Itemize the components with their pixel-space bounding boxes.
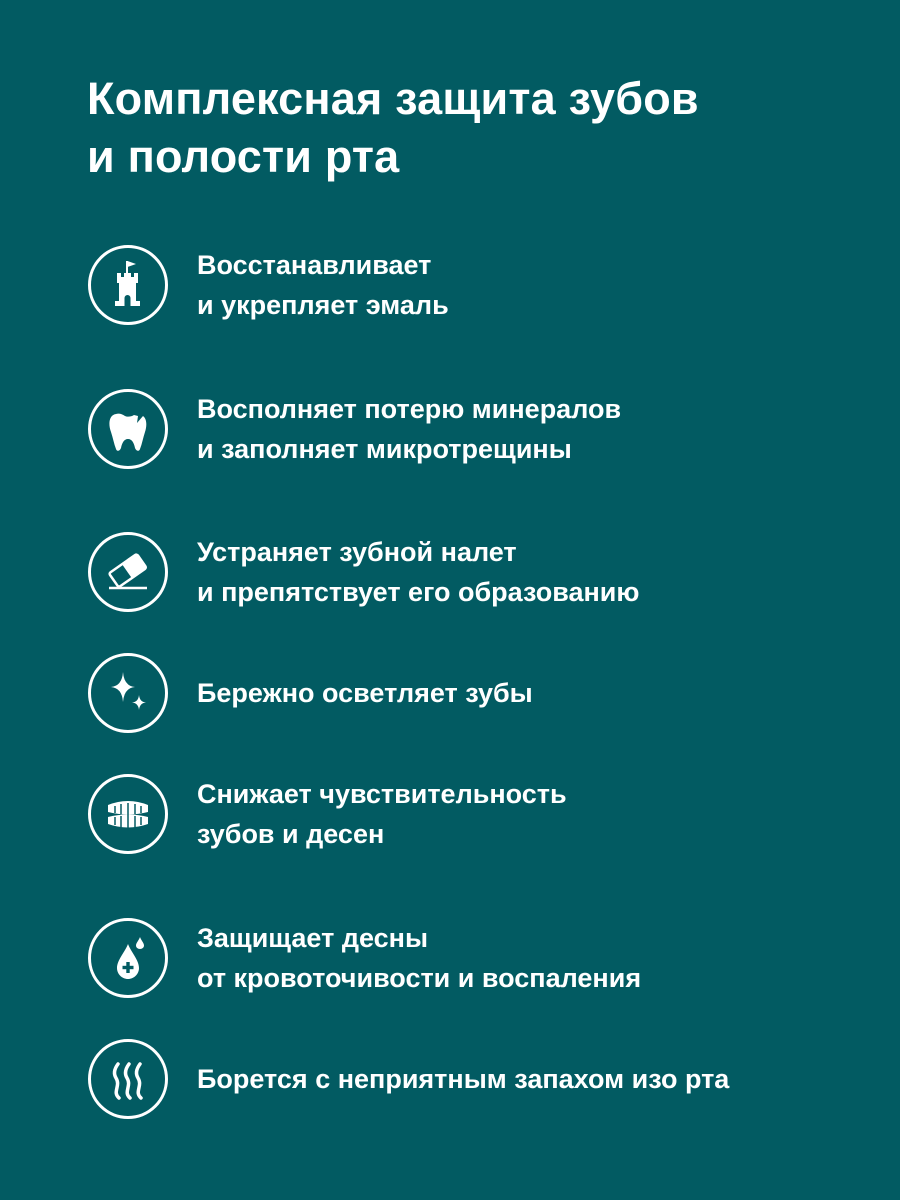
feature-text [197,673,857,713]
feature-line: Устраняет зубной налет [197,537,517,567]
feature-text [197,245,857,325]
feature-line: зубов и десен [197,819,385,849]
drop-icon [87,917,169,999]
feature-replenishes-minerals [87,388,867,470]
title-line-1: Комплексная защита зубов [87,73,699,124]
feature-line: от кровоточивости и воспаления [197,963,642,993]
feature-removes-plaque [87,531,867,613]
feature-text [197,1059,857,1099]
teeth-icon [87,773,169,855]
feature-line: Защищает десны [197,923,429,953]
feature-line: Борется с неприятным запахом изо рта [197,1064,730,1094]
castle-icon [87,244,169,326]
feature-line: и укрепляет эмаль [197,290,449,320]
title-line-2: и полости рта [87,131,400,182]
feature-text [197,532,857,612]
feature-line: Бережно осветляет зубы [197,678,533,708]
feature-reduces-sensitivity [87,773,867,855]
feature-restores-enamel [87,244,867,326]
feature-text [197,774,857,854]
page-title [87,70,847,186]
feature-fights-bad-breath [87,1038,867,1120]
feature-text [197,918,857,998]
feature-protects-gums [87,917,867,999]
feature-line: Восстанавливает [197,250,432,280]
eraser-icon [87,531,169,613]
feature-line: Восполняет потерю минералов [197,394,622,424]
sparkle-icon [87,652,169,734]
steam-icon [87,1038,169,1120]
feature-line: Снижает чувствительность [197,779,567,809]
feature-line: и препятствует его образованию [197,577,640,607]
feature-text [197,389,857,469]
feature-line: и заполняет микротрещины [197,434,572,464]
feature-whitens-teeth [87,652,867,734]
tooth-icon [87,388,169,470]
